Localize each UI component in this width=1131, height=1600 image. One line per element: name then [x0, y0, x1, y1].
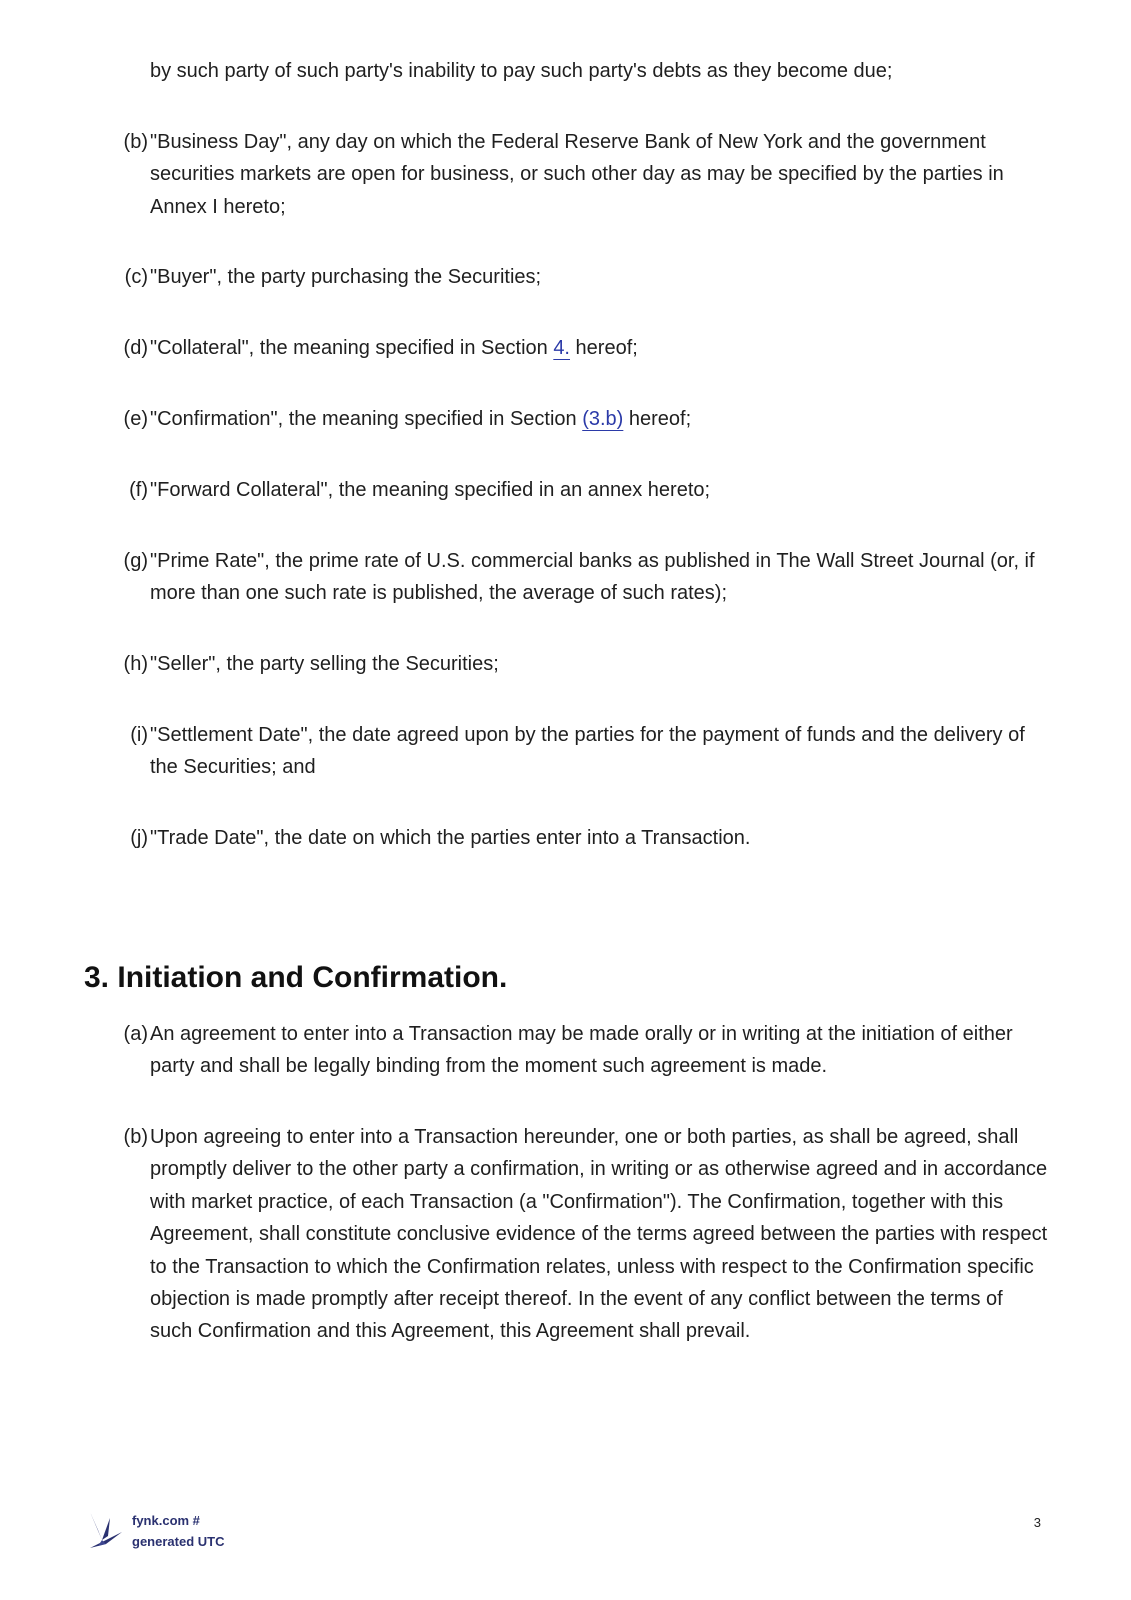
item-label: (i) — [130, 724, 148, 746]
item-label: (j) — [130, 827, 148, 849]
footer-line-1: fynk.com # — [132, 1513, 200, 1528]
item-label: (f) — [129, 479, 148, 501]
definition-text-tail: hereof; — [623, 408, 692, 430]
definition-text: "Trade Date", the date on which the parties enter into a Transaction. — [150, 827, 751, 849]
item-label: (d) — [123, 337, 148, 359]
item-label: (b) — [123, 1126, 148, 1148]
footer-text — [132, 1510, 224, 1552]
fynk-bird-logo-icon — [88, 1510, 124, 1550]
item-label: (h) — [123, 653, 148, 675]
definition-item-f — [129, 474, 1050, 506]
section-3-item-a — [123, 1018, 1050, 1083]
definition-item-b — [123, 126, 1050, 223]
clause-text: An agreement to enter into a Transaction may be made orally or in writing at the initiation of either party and shall be legally binding from the moment such agreement is made. — [150, 1023, 1013, 1078]
item-label: (g) — [123, 550, 148, 572]
continuation-text: by such party of such party's inability to pay such party's debts as they become due; — [150, 60, 893, 82]
definition-text: "Business Day", any day on which the Federal Reserve Bank of New York and the government securities markets are open for business, or such other day as may be specified by the parties in Annex I hereto; — [150, 131, 1004, 218]
definition-item-g — [123, 545, 1050, 610]
definition-item-e — [123, 403, 1050, 435]
page-number: 3 — [1033, 1515, 1041, 1530]
definition-text: "Forward Collateral", the meaning specified in an annex hereto; — [150, 479, 711, 501]
definition-item-i — [130, 719, 1050, 784]
item-label: (a) — [123, 1023, 148, 1045]
definition-item-h — [123, 648, 1050, 680]
definition-text: "Seller", the party selling the Securities; — [150, 653, 499, 675]
section-3-heading: 3. Initiation and Confirmation. — [84, 961, 508, 994]
definition-text: "Buyer", the party purchasing the Securities; — [150, 266, 542, 288]
definition-item-j — [130, 822, 1050, 854]
footer-line-2: generated UTC — [132, 1534, 225, 1549]
item-label: (c) — [124, 266, 148, 288]
definition-item-c — [124, 261, 1050, 293]
definition-text: "Confirmation", the meaning specified in Section — [150, 408, 583, 430]
item-label: (e) — [123, 408, 148, 430]
section-3b-link[interactable]: (3.b) — [582, 408, 624, 430]
definition-text: "Settlement Date", the date agreed upon by the parties for the payment of funds and the delivery of the Securities; and — [150, 724, 1025, 779]
definition-text: "Collateral", the meaning specified in Section — [150, 337, 554, 359]
clause-text: Upon agreeing to enter into a Transaction hereunder, one or both parties, as shall be agreed, shall promptly deliver to the other party a confirmation, in writing or as otherwise agreed and in accordance with market practice, of each Transaction (a "Confirmation"). The Confirmation, together with this Agreement, shall constitute conclusive evidence of the terms agreed between the parties with respect to the Transaction to which the Confirmation relates, unless with respect to the Confirmation specific objection is made promptly after receipt thereof. In the event of any conflict between the terms of such Confirmation and this Agreement, this Agreement shall prevail. — [150, 1126, 1048, 1343]
definition-item-d — [123, 332, 1050, 364]
section-4-link[interactable]: 4. — [553, 337, 570, 359]
section-3-item-b — [123, 1121, 1050, 1348]
item-label: (b) — [123, 131, 148, 153]
definition-text-tail: hereof; — [570, 337, 638, 359]
definition-text: "Prime Rate", the prime rate of U.S. commercial banks as published in The Wall Street Journal (or, if more than one such rate is published, the average of such rates); — [150, 550, 1035, 605]
